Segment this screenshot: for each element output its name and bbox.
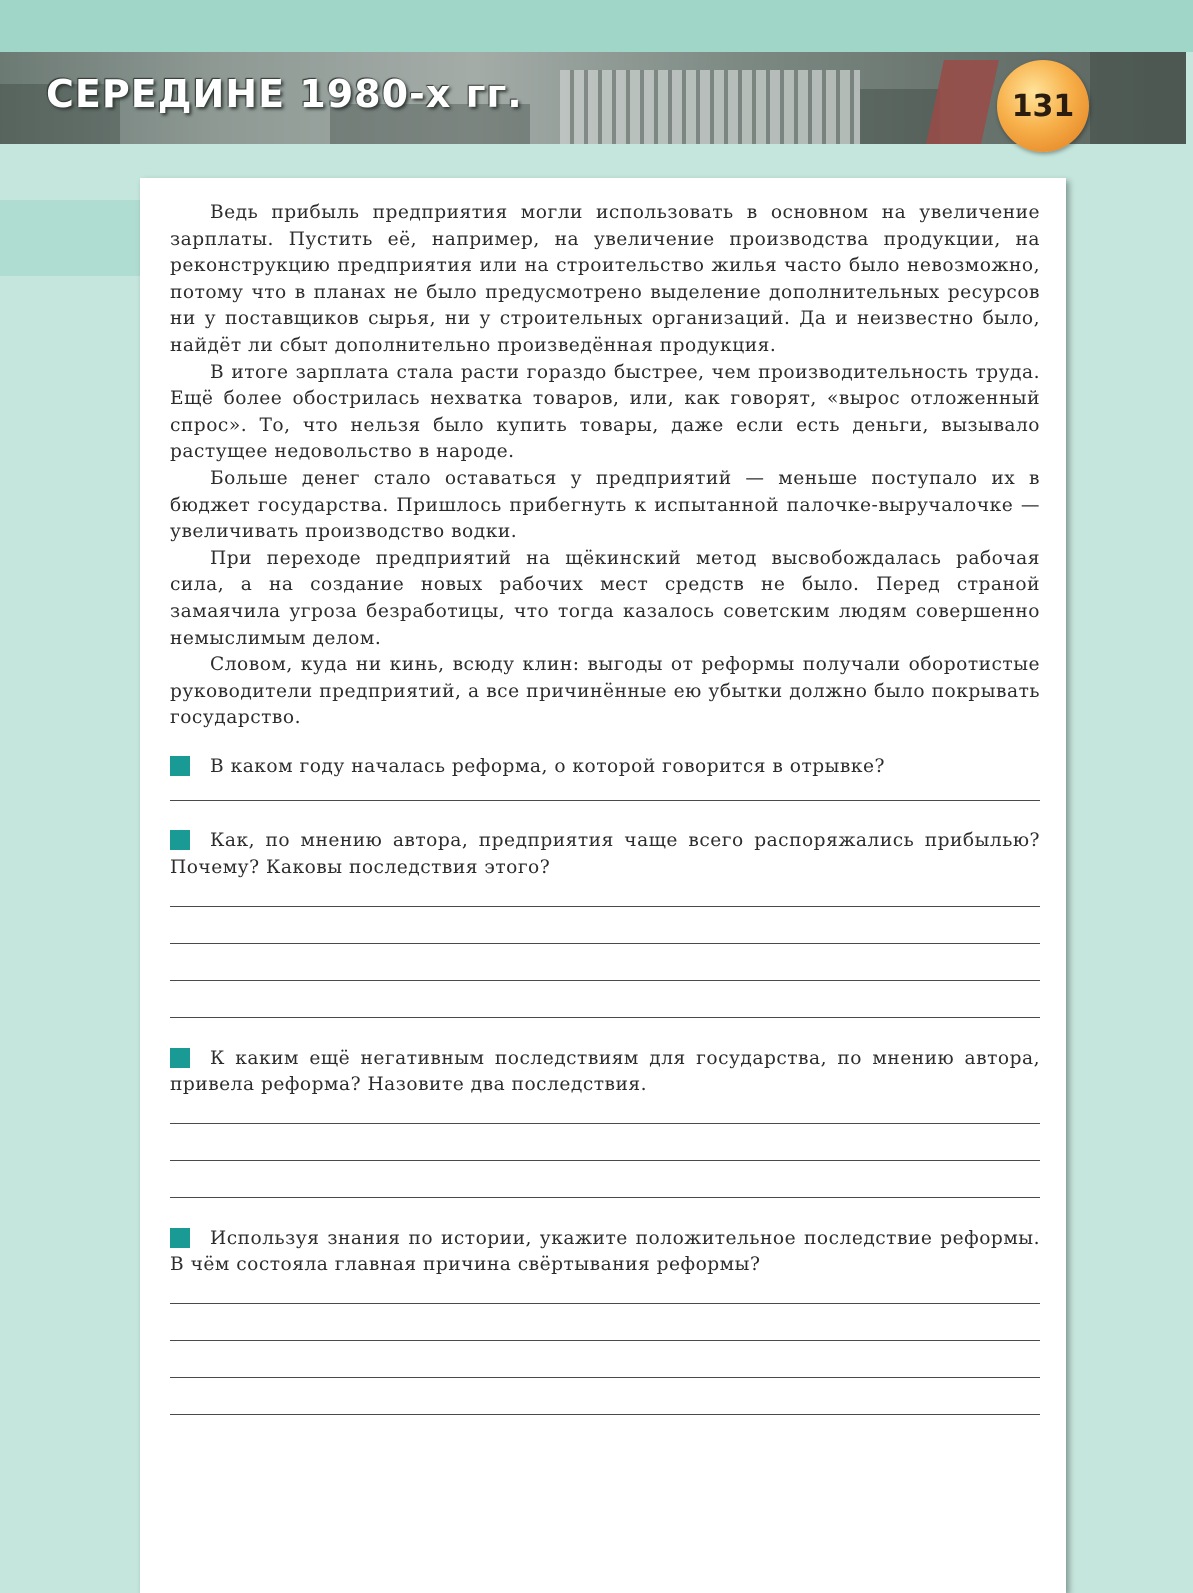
task-1 [170, 754, 1040, 802]
margin-tab [0, 200, 140, 276]
task-question: К каким ещё негативным последствиям для государства, по мнению автора, привела реформа? Назовите два последствия. [170, 1047, 1040, 1096]
task-4 [170, 1226, 1040, 1415]
answer-line[interactable] [170, 882, 1040, 907]
text-paragraph: Ведь прибыль предприятия могли использовать в основном на увеличение зарплаты. Пустить её, например, на увеличение производства продукции, на реконструкцию предприятия или на строительство жилья часто было невозможно, потому что в планах не было предусмотрено выделение дополнительных ресурсов ни у поставщиков сырья, ни у строительных организаций. Да и неизвестно было, найдёт ли сбыт дополнительно произведённая продукция. [170, 202, 1040, 356]
answer-line[interactable] [170, 944, 1040, 981]
page-number-badge: 131 [997, 60, 1089, 152]
chapter-title: СЕРЕДИНЕ 1980-х гг. [46, 72, 523, 116]
answer-line[interactable] [170, 1378, 1040, 1415]
task-marker-icon [170, 1228, 190, 1248]
answer-line[interactable] [170, 1124, 1040, 1161]
task-question: Используя знания по истории, укажите положительное последствие реформы. В чём состояла главная причина свёртывания реформы? [170, 1227, 1040, 1276]
answer-line[interactable] [170, 1099, 1040, 1124]
task-marker-icon [170, 1048, 190, 1068]
task-question: Как, по мнению автора, предприятия чаще всего распоряжались прибылью? Почему? Каковы последствия этого? [170, 830, 1040, 879]
worksheet-page [140, 178, 1066, 1593]
task-2 [170, 828, 1040, 1017]
task-marker-icon [170, 830, 190, 850]
text-paragraph: Больше денег стало оставаться у предприятий — меньше поступало их в бюджет государства. Пришлось прибегнуть к испытанной палочке-выручалочке — увеличивать производство водки. [170, 467, 1040, 543]
answer-line[interactable] [170, 907, 1040, 944]
answer-line[interactable] [170, 1341, 1040, 1378]
text-paragraph: При переходе предприятий на щёкинский метод высвобождалась рабочая сила, а на создание новых рабочих мест средств не было. Перед страной замаячила угроза безработицы, что тогда казалось советским людям совершенно немыслимым делом. [170, 547, 1040, 649]
task-question: В каком году началась реформа, о которой говорится в отрывке? [210, 755, 885, 777]
answer-line[interactable] [170, 780, 1040, 801]
page-content [170, 200, 1040, 1415]
banner-photo-sign [926, 60, 999, 144]
text-paragraph: В итоге зарплата стала расти гораздо быстрее, чем производительность труда. Ещё более обострилась нехватка товаров, или, как говорят, «вырос отложенный спрос». То, что нельзя было купить товары, даже если есть деньги, вызывало растущее недовольство в народе. [170, 361, 1040, 463]
answer-line[interactable] [170, 1304, 1040, 1341]
task-marker-icon [170, 756, 190, 776]
text-paragraph: Словом, куда ни кинь, всюду клин: выгоды от реформы получали оборотистые руководители предприятий, а все причинённые ею убытки должно было покрывать государство. [170, 654, 1040, 729]
answer-line[interactable] [170, 1161, 1040, 1198]
task-3 [170, 1046, 1040, 1198]
answer-line[interactable] [170, 981, 1040, 1018]
banner-photo-right [1090, 52, 1186, 144]
banner-photo-building [560, 70, 860, 144]
answer-line[interactable] [170, 1279, 1040, 1304]
top-strip [0, 0, 1193, 52]
